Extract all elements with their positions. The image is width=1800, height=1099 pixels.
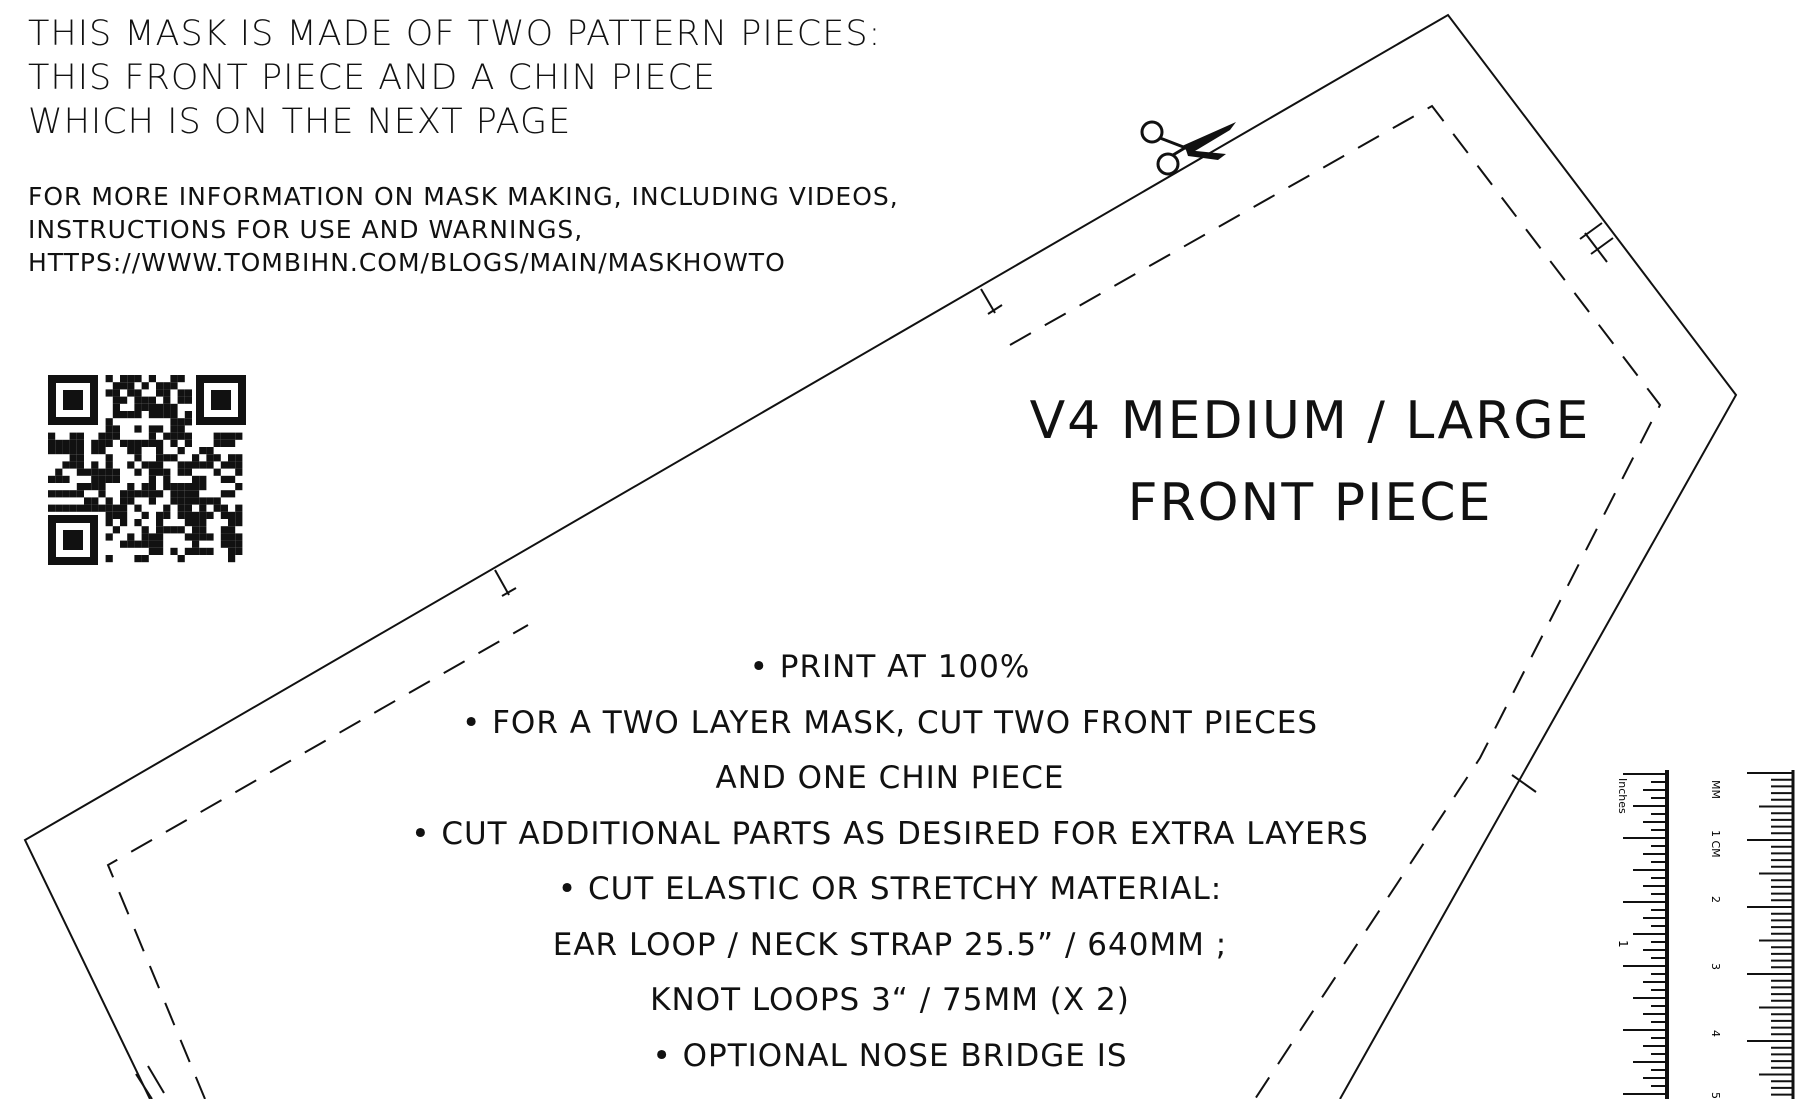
instruction-line: • PRINT AT 100% — [749, 649, 1031, 685]
inch-ruler-unit-label: Inches — [1616, 778, 1629, 814]
header-text — [28, 12, 881, 144]
notch-mark — [1585, 233, 1607, 262]
title-line: V4 MEDIUM / LARGE — [1029, 391, 1591, 451]
piece-title — [1000, 380, 1620, 544]
header-line: THIS MASK IS MADE OF TWO PATTERN PIECES: — [28, 14, 882, 54]
info-url[interactable]: HTTPS://WWW.TOMBIHN.COM/BLOGS/MAIN/MASKHOWTO — [28, 248, 786, 277]
inch-ruler — [1605, 770, 1695, 1099]
cm-ruler-unit-label: 1 CM — [1709, 830, 1722, 858]
instruction-line: • OPTIONAL NOSE BRIDGE IS — [652, 1037, 1128, 1074]
notch-mark — [1512, 775, 1536, 792]
instruction-line: • FOR A TWO LAYER MASK, CUT TWO FRONT PIECES — [461, 704, 1319, 741]
notch-mark — [1580, 223, 1602, 239]
info-line: FOR MORE INFORMATION ON MASK MAKING, INCLUDING VIDEOS, — [28, 182, 899, 211]
cm-ruler — [1700, 770, 1800, 1099]
instruction-line: AND ONE CHIN PIECE — [715, 760, 1065, 796]
instruction-line: EAR LOOP / NECK STRAP 25.5” / 640MM ; — [552, 926, 1228, 963]
notch-mark — [148, 1066, 164, 1093]
cm-ruler-number: 3 — [1709, 963, 1722, 970]
notch-mark — [495, 570, 509, 595]
cm-ruler-unit-label: MM — [1709, 780, 1722, 799]
instruction-line: KNOT LOOPS 3“ / 75MM (X 2) — [650, 982, 1130, 1018]
qr-code[interactable] — [28, 360, 258, 580]
inch-ruler-number: 1 — [1616, 940, 1630, 948]
header-line: THIS FRONT PIECE AND A CHIN PIECE — [28, 58, 717, 98]
notch-mark — [981, 289, 995, 313]
cm-ruler-number: 5 — [1709, 1092, 1722, 1099]
instruction-line: • CUT ELASTIC OR STRETCHY MATERIAL: — [557, 871, 1223, 907]
cm-ruler-number: 2 — [1709, 896, 1722, 903]
cm-ruler-number: 4 — [1709, 1030, 1722, 1037]
info-text — [28, 180, 899, 279]
info-line: INSTRUCTIONS FOR USE AND WARNINGS, — [28, 215, 584, 244]
instruction-line: • CUT ADDITIONAL PARTS AS DESIRED FOR EXTRA LAYERS — [411, 815, 1369, 852]
title-line: FRONT PIECE — [1127, 473, 1493, 533]
notch-mark — [136, 1074, 152, 1099]
header-line: WHICH IS ON THE NEXT PAGE — [28, 102, 572, 142]
instructions-list — [280, 640, 1500, 1084]
